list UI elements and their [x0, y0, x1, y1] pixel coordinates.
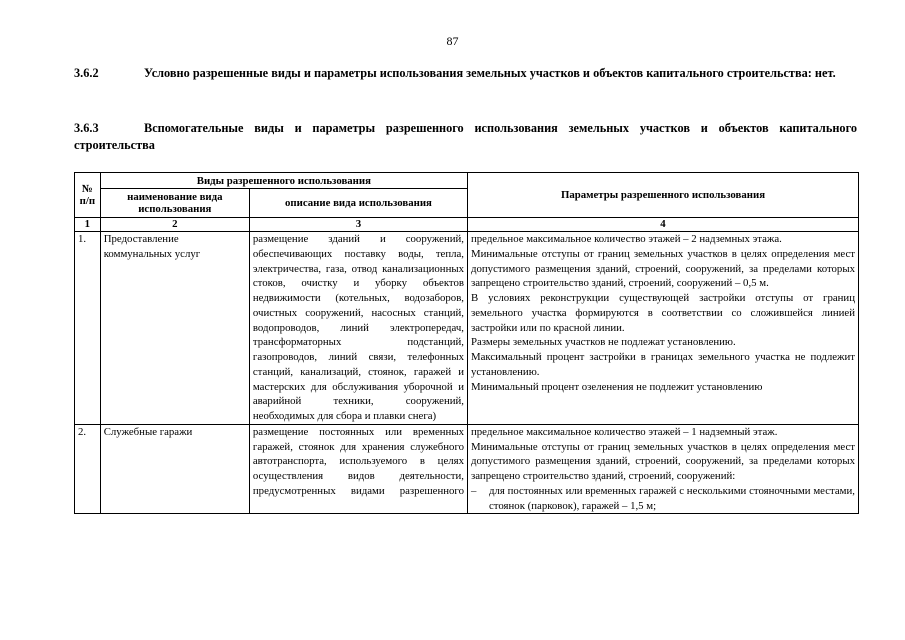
section-number: 3.6.3: [74, 121, 99, 135]
header-use-types: Виды разрешенного использования: [100, 173, 467, 189]
col-number: 2: [100, 218, 249, 232]
header-params: Параметры разрешенного использования: [468, 173, 859, 218]
page-number: 87: [446, 34, 459, 48]
param-dash-text: для постоянных или временных гаражей с несколькими стояночными местами, стоянок (парковок), гаражей – 1,5 м;: [489, 484, 855, 512]
header-use-desc: описание вида использования: [249, 189, 467, 218]
use-name: Служебные гаражи: [100, 424, 249, 514]
param-dash-item: [471, 484, 855, 514]
section-3-6-2-heading: [74, 65, 857, 82]
param-line: Минимальный процент озеленения не подлежит установлению: [471, 380, 763, 393]
header-num: № п/п: [75, 173, 101, 218]
section-3-6-3-heading: [74, 120, 857, 154]
column-number-row: [75, 218, 859, 232]
col-number: 4: [468, 218, 859, 232]
param-line: Минимальные отступы от границ земельных участков в целях определения мест допустимого размещения зданий, строений, сооружений, за пределами которых запрещено строительство зданий, строений, сооружений – 0,5 м.: [471, 247, 855, 290]
use-parameters: [468, 424, 859, 514]
use-description: размещение зданий и сооружений, обеспечивающих поставку воды, тепла, электричества, газа, отвод канализационных стоков, очистку и уборку объектов недвижимости (котельных, водозаборов, очистных сооружений, насосных станций, водопроводов, линий электропередач, трансформаторных подстанций, газопроводов, линий связи, телефонных станций, канализаций, стоянок, гаражей и мастерских для обслуживания уборочной и аварийной техники, сооружений, необходимых для сбора и плавки снега): [249, 232, 467, 425]
table-row: [75, 232, 859, 425]
use-description: размещение постоянных или временных гаражей, стоянок для хранения служебного автотранспорта, используемого в целях осуществления видов деятельности, предусмотренных видами разрешенного: [249, 424, 467, 514]
param-line: Размеры земельных участков не подлежат установлению.: [471, 336, 736, 349]
use-parameters: [468, 232, 859, 425]
col-number: 3: [249, 218, 467, 232]
section-title: Вспомогательные виды и параметры разрешенного использования земельных участков и объектов капитального строительства: [74, 121, 857, 152]
param-line: В условиях реконструкции существующей застройки отступы от границ земельного участка формируются в соответствии со сложившейся линией застройки или по красной линии.: [471, 292, 855, 334]
table-row: [75, 424, 859, 514]
section-number: 3.6.2: [74, 66, 99, 80]
table-header-row: [75, 173, 859, 189]
param-line: предельное максимальное количество этажей – 1 надземный этаж.: [471, 425, 778, 438]
param-line: предельное максимальное количество этажей – 2 надземных этажа.: [471, 233, 782, 245]
param-line: Максимальный процент застройки в границах земельного участка не подлежит установлению.: [471, 351, 855, 378]
use-name: Предоставление коммунальных услуг: [100, 232, 249, 425]
param-line: Минимальные отступы от границ земельных участков в целях определения мест допустимого размещения зданий, строений, сооружений, за пределами которых запрещено строительство зданий, строений, сооружений:: [471, 440, 855, 482]
row-number: 2.: [75, 424, 101, 514]
dash-bullet: –: [471, 484, 477, 497]
permitted-use-table: [74, 172, 859, 514]
col-number: 1: [75, 218, 101, 232]
row-number: 1.: [75, 232, 101, 425]
section-title: Условно разрешенные виды и параметры использования земельных участков и объектов капитального строительства: нет.: [144, 66, 836, 80]
header-use-name: наименование вида использования: [100, 189, 249, 218]
